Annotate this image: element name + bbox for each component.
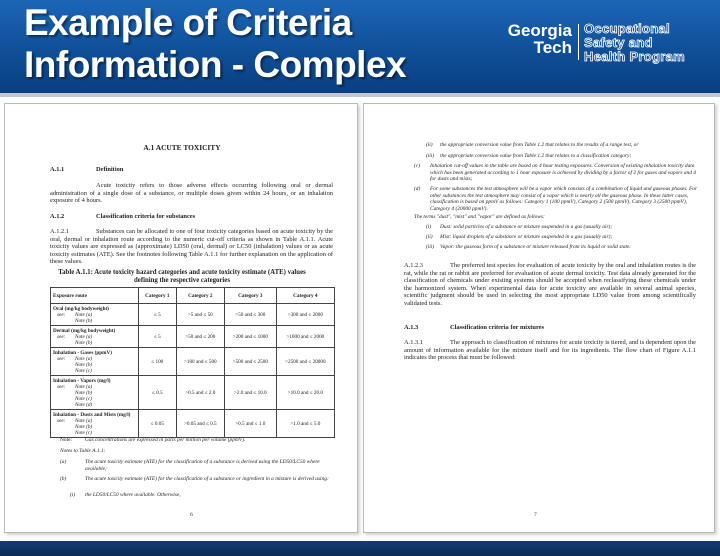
route-name: Inhalation - Gases (ppmV) — [53, 349, 112, 356]
gas-note-text: Gas concentrations are expressed in parts per million per volume (ppmV). — [85, 437, 246, 443]
table-cell: >10.0 and ≤ 20.0 — [276, 376, 334, 410]
term-iii-text: Vapor: the gaseous form of a substance or mixture released from its liquid or solid state. — [440, 244, 631, 250]
route-name: Inhalation - Vapors (mg/l) — [53, 377, 111, 384]
route-name: Oral (mg/kg bodyweight) — [53, 305, 109, 312]
route-note: Note (a) — [75, 383, 93, 390]
route-name: Dermal (mg/kg bodyweight) — [53, 327, 116, 334]
see-label: see: — [57, 311, 66, 318]
route-name: Inhalation - Dusts and Mists (mg/l) — [53, 411, 131, 418]
table-cell: >50 and ≤ 200 — [176, 326, 224, 348]
criteria-paragraph: Substances can be allocated to one of four toxicity categories based on acute toxicity by the oral, dermal or inhalation route according to the numeric cut-off criteria as shown in Table A.1.1. Acute toxicity values are expressed as (approximate) LD50 (oral, dermal) or LC50 (inhalation) values or as acute toxicity estimates (ATE). See the footnotes following Table A.1.1 for further explanation on the application of these values. — [50, 228, 333, 266]
route-note: Note (c) — [75, 429, 92, 436]
table-cell-route — [51, 410, 139, 438]
table-cell: >2500 and ≤ 20000 — [276, 348, 334, 376]
table-cell: ≤ 0.05 — [139, 410, 177, 438]
note-c-text: Inhalation cut-off values in the table are based on 4 hour testing exposures. Conversion of existing inhalation toxicity data which has been generated according to 1 hour exposure is achieved by dividing by a factor of 2 for gases and vapors and 4 for dusts and mists; — [430, 163, 696, 183]
terms-definition-intro: The terms "dust", "mist" and "vapor" are defined as follows: — [414, 214, 545, 220]
note-b-label: (b) — [60, 476, 67, 482]
see-label: see: — [57, 355, 66, 362]
logo-program-line-3: Health Program — [584, 49, 686, 64]
page-number: 6 — [190, 512, 193, 519]
table-row — [51, 304, 335, 326]
route-note-line — [53, 402, 136, 408]
term-i-label: (i) — [426, 224, 432, 230]
table-cell-route — [51, 348, 139, 376]
table-cell-route — [51, 326, 139, 348]
table-cell: >0.05 and ≤ 0.5 — [176, 410, 224, 438]
route-note: Note (a) — [75, 311, 93, 318]
table-cell-route — [51, 376, 139, 410]
notes-heading: Notes to Table A.1.1: — [60, 448, 106, 454]
item-ii-label: (ii) — [426, 142, 433, 148]
route-note: Note (a) — [75, 417, 93, 424]
section-title: A.1 ACUTE TOXICITY — [143, 143, 221, 152]
see-label: see: — [57, 333, 66, 340]
table-cell: ≤ 5 — [139, 326, 177, 348]
table-cell: ≤ 100 — [139, 348, 177, 376]
mixtures-paragraph: The approach to classification of mixtures for acute toxicity is tiered, and is dependent upon the amount of information available for the mixture itself and for its ingredients. The flow chart of Figure A.1.1 indicates the process that must be followed: — [404, 339, 696, 362]
table-cell: >0.5 and ≤ 2.0 — [176, 376, 224, 410]
slide-title — [24, 2, 444, 86]
note-a-text: The acute toxicity estimate (ATE) for the classification of a substance is derived using the LD50/LC50 where available; — [85, 459, 320, 472]
table-cell-route — [51, 304, 139, 326]
section-heading-mixtures: Classification criteria for mixtures — [450, 324, 545, 331]
table-header-cell: Category 3 — [224, 288, 276, 304]
table-row — [51, 376, 335, 410]
table-row — [51, 348, 335, 376]
note-i-text: the LD50/LC50 where available. Otherwise, — [85, 492, 181, 498]
table-header-cell: Category 4 — [276, 288, 334, 304]
table-cell: >200 and ≤ 1000 — [224, 326, 276, 348]
route-note: Note (a) — [75, 355, 93, 362]
table-row — [51, 410, 335, 438]
table-caption-line-2: defining the respective categories — [134, 277, 230, 284]
table-header-cell: Category 1 — [139, 288, 177, 304]
term-iii-label: (iii) — [426, 244, 435, 250]
section-number-a13: A.1.3 — [404, 324, 419, 331]
route-note: Note (d) — [75, 401, 93, 408]
document-page-left — [4, 103, 358, 533]
see-label: see: — [57, 417, 66, 424]
logo-program-line-1: Occupational — [584, 21, 670, 36]
gas-note-label: Note: — [60, 437, 72, 443]
route-note-line — [53, 368, 136, 374]
note-i-label: (i) — [70, 492, 76, 498]
table-cell: >100 and ≤ 500 — [176, 348, 224, 376]
route-note-line — [53, 318, 136, 324]
see-label: see: — [57, 383, 66, 390]
route-note: Note (b) — [75, 361, 93, 368]
section-heading-criteria: Classification criteria for substances — [96, 213, 196, 220]
footer-bar — [0, 541, 720, 556]
term-ii-label: (ii) — [426, 234, 433, 240]
document-page-right — [363, 103, 715, 533]
term-i-text: Dust: solid particles of a substance or mixture suspended in a gas (usually air); — [440, 224, 613, 230]
title-banner — [0, 0, 720, 93]
route-note: Note (b) — [75, 423, 93, 430]
logo-tech: Tech — [533, 38, 572, 57]
logo-program-name — [584, 22, 716, 64]
logo-program-line-2: Safety and — [584, 35, 653, 50]
acute-toxicity-table — [50, 287, 335, 438]
section-number-a131: A.1.3.1 — [404, 339, 423, 346]
section-heading-definition: Definition — [96, 166, 124, 173]
table-header-cell: Exposure route — [51, 288, 139, 304]
definition-paragraph: Acute toxicity refers to those adverse effects occurring following oral or dermal administration of a single dose of a substance, or multiple doses given within 24 hours, or an inhalation exposure of 4 hours. — [50, 182, 333, 205]
slide-title-line-2: Information - Complex — [24, 44, 407, 85]
item-ii-text: the appropriate conversion value from Table 1.2 that relates to the results of a range test, or — [440, 142, 639, 148]
table-cell: ≤ 5 — [139, 304, 177, 326]
note-c-label: (c) — [414, 163, 420, 169]
table-header-row — [51, 288, 335, 304]
georgia-tech-logo — [494, 22, 716, 66]
table-cell: >50 and ≤ 300 — [224, 304, 276, 326]
item-iii-text: the appropriate conversion value from Table 1.2 that relates to a classification category; — [440, 153, 632, 159]
section-number-a12: A.1.2 — [50, 213, 65, 220]
route-note: Note (a) — [75, 333, 93, 340]
note-a-label: (a) — [60, 459, 67, 465]
banner-divider — [0, 93, 720, 97]
section-number-a121: A.1.2.1 — [50, 228, 69, 235]
table-cell: >5 and ≤ 50 — [176, 304, 224, 326]
route-note: Note (b) — [75, 339, 93, 346]
table-header-cell: Category 2 — [176, 288, 224, 304]
table-cell: >2.0 and ≤ 10.0 — [224, 376, 276, 410]
logo-divider — [578, 24, 579, 60]
table-cell: >0.5 and ≤ 1.0 — [224, 410, 276, 438]
logo-georgia-tech — [494, 22, 572, 56]
note-b-text: The acute toxicity estimate (ATE) for the classification of a substance or ingredient in a mixture is derived using: — [85, 476, 329, 482]
table-cell: ≤ 0.5 — [139, 376, 177, 410]
table-cell: >300 and ≤ 2000 — [276, 304, 334, 326]
route-note-line — [53, 340, 136, 346]
route-note: Note (b) — [75, 389, 93, 396]
section-number-a123: A.1.2.3 — [404, 262, 423, 269]
section-number-a11: A.1.1 — [50, 166, 65, 173]
route-note: Note (b) — [75, 317, 93, 324]
page-number: 7 — [534, 512, 537, 519]
route-note: Note (c) — [75, 367, 92, 374]
table-caption-line-1: Table A.1.1: Acute toxicity hazard categories and acute toxicity estimate (ATE) values — [58, 269, 306, 276]
table-row — [51, 326, 335, 348]
route-note-line — [53, 430, 136, 436]
slide-title-line-1: Example of Criteria — [24, 2, 352, 43]
note-d-label: (d) — [414, 186, 421, 192]
logo-georgia: Georgia — [507, 21, 572, 40]
term-ii-text: Mist: liquid droplets of a substance or mixture suspended in a gas (usually air); — [440, 234, 613, 240]
item-iii-label: (iii) — [426, 153, 435, 159]
table-cell: >1000 and ≤ 2000 — [276, 326, 334, 348]
table-cell: >1.0 and ≤ 5.0 — [276, 410, 334, 438]
route-note: Note (c) — [75, 395, 92, 402]
test-species-paragraph: The preferred test species for evaluation of acute toxicity by the oral and inhalation routes is the rat, while the rat or rabbit are preferred for evaluation of acute dermal toxicity. Test data already generated for the classification of chemicals under existing systems should be accepted when reclassifying these chemicals under the harmonized system. When experimental data for acute toxicity are available in several animal species, scientific judgment should be used in selecting the most appropriate LD50 value from among scientifically validated tests. — [404, 262, 696, 307]
table-cell: >500 and ≤ 2500 — [224, 348, 276, 376]
note-d-text: For some substances the test atmosphere will be a vapor which consists of a combination of liquid and gaseous phases. For other substances the test atmosphere may consist of a vapor which is nearly all the gaseous phase. In these latter cases, classification is based on ppmV as follows: Category 1 (100 ppmV), Category 2 (500 ppmV), Category 3 (2500 ppmV), Category 4 (20000 ppmV). — [430, 186, 698, 212]
